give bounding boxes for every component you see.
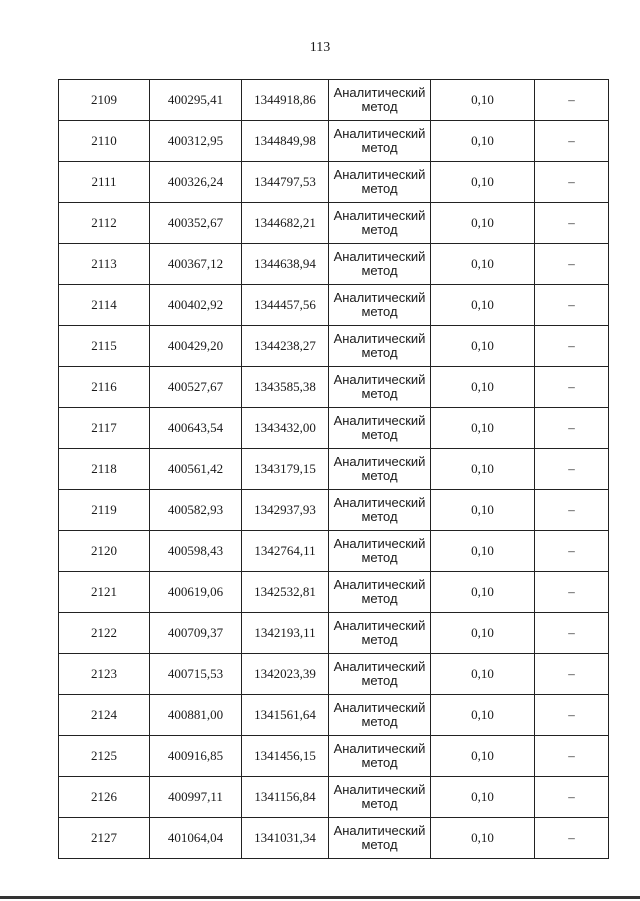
x-coordinate-cell: 400561,42	[150, 449, 242, 490]
table-row	[59, 654, 609, 695]
note-cell: –	[535, 203, 609, 244]
method-line-2: метод	[361, 181, 398, 196]
method-line-2: метод	[361, 427, 398, 442]
point-number-cell: 2124	[59, 695, 150, 736]
y-coordinate-cell: 1343432,00	[242, 408, 329, 449]
page-bottom-rule	[0, 896, 640, 899]
accuracy-cell: 0,10	[431, 818, 535, 859]
table-row	[59, 695, 609, 736]
point-number-cell: 2127	[59, 818, 150, 859]
table-row	[59, 408, 609, 449]
note-cell: –	[535, 80, 609, 121]
method-line-1: Аналитический	[333, 167, 426, 182]
y-coordinate-cell: 1344638,94	[242, 244, 329, 285]
y-coordinate-cell: 1342764,11	[242, 531, 329, 572]
method-line-1: Аналитический	[333, 536, 426, 551]
point-number-cell: 2110	[59, 121, 150, 162]
method-cell	[329, 736, 431, 777]
table-row	[59, 777, 609, 818]
x-coordinate-cell: 400643,54	[150, 408, 242, 449]
method-line-1: Аналитический	[333, 741, 426, 756]
table-row	[59, 572, 609, 613]
coordinates-table-body	[59, 80, 609, 859]
x-coordinate-cell: 400881,00	[150, 695, 242, 736]
method-line-2: метод	[361, 468, 398, 483]
method-line-1: Аналитический	[333, 249, 426, 264]
method-line-2: метод	[361, 304, 398, 319]
table-row	[59, 203, 609, 244]
method-line-2: метод	[361, 345, 398, 360]
method-cell	[329, 449, 431, 490]
method-line-1: Аналитический	[333, 85, 426, 100]
table-row	[59, 490, 609, 531]
method-line-2: метод	[361, 140, 398, 155]
accuracy-cell: 0,10	[431, 572, 535, 613]
point-number-cell: 2126	[59, 777, 150, 818]
y-coordinate-cell: 1341561,64	[242, 695, 329, 736]
method-line-2: метод	[361, 714, 398, 729]
note-cell: –	[535, 613, 609, 654]
x-coordinate-cell: 400582,93	[150, 490, 242, 531]
method-line-2: метод	[361, 673, 398, 688]
method-line-1: Аналитический	[333, 700, 426, 715]
method-line-1: Аналитический	[333, 372, 426, 387]
accuracy-cell: 0,10	[431, 695, 535, 736]
coordinates-table	[58, 79, 609, 859]
accuracy-cell: 0,10	[431, 613, 535, 654]
y-coordinate-cell: 1341156,84	[242, 777, 329, 818]
x-coordinate-cell: 400312,95	[150, 121, 242, 162]
x-coordinate-cell: 401064,04	[150, 818, 242, 859]
table-row	[59, 531, 609, 572]
point-number-cell: 2123	[59, 654, 150, 695]
accuracy-cell: 0,10	[431, 203, 535, 244]
method-line-2: метод	[361, 632, 398, 647]
table-row	[59, 80, 609, 121]
method-line-1: Аналитический	[333, 454, 426, 469]
method-cell	[329, 818, 431, 859]
method-cell	[329, 572, 431, 613]
table-row	[59, 367, 609, 408]
point-number-cell: 2119	[59, 490, 150, 531]
method-line-2: метод	[361, 591, 398, 606]
method-line-1: Аналитический	[333, 290, 426, 305]
y-coordinate-cell: 1344797,53	[242, 162, 329, 203]
y-coordinate-cell: 1343585,38	[242, 367, 329, 408]
accuracy-cell: 0,10	[431, 736, 535, 777]
note-cell: –	[535, 490, 609, 531]
table-row	[59, 121, 609, 162]
method-cell	[329, 326, 431, 367]
y-coordinate-cell: 1342023,39	[242, 654, 329, 695]
page-number: 113	[309, 40, 331, 55]
method-line-1: Аналитический	[333, 495, 426, 510]
point-number-cell: 2120	[59, 531, 150, 572]
table-row	[59, 162, 609, 203]
method-line-2: метод	[361, 550, 398, 565]
method-line-1: Аналитический	[333, 823, 426, 838]
x-coordinate-cell: 400715,53	[150, 654, 242, 695]
x-coordinate-cell: 400367,12	[150, 244, 242, 285]
y-coordinate-cell: 1344238,27	[242, 326, 329, 367]
note-cell: –	[535, 818, 609, 859]
accuracy-cell: 0,10	[431, 408, 535, 449]
table-row	[59, 449, 609, 490]
table-row	[59, 285, 609, 326]
point-number-cell: 2117	[59, 408, 150, 449]
note-cell: –	[535, 572, 609, 613]
y-coordinate-cell: 1342193,11	[242, 613, 329, 654]
method-cell	[329, 613, 431, 654]
y-coordinate-cell: 1344457,56	[242, 285, 329, 326]
y-coordinate-cell: 1344849,98	[242, 121, 329, 162]
x-coordinate-cell: 400916,85	[150, 736, 242, 777]
table-row	[59, 244, 609, 285]
point-number-cell: 2118	[59, 449, 150, 490]
note-cell: –	[535, 285, 609, 326]
y-coordinate-cell: 1344918,86	[242, 80, 329, 121]
note-cell: –	[535, 326, 609, 367]
method-line-1: Аналитический	[333, 659, 426, 674]
y-coordinate-cell: 1342937,93	[242, 490, 329, 531]
note-cell: –	[535, 695, 609, 736]
x-coordinate-cell: 400295,41	[150, 80, 242, 121]
method-line-2: метод	[361, 99, 398, 114]
method-cell	[329, 654, 431, 695]
point-number-cell: 2112	[59, 203, 150, 244]
point-number-cell: 2111	[59, 162, 150, 203]
accuracy-cell: 0,10	[431, 162, 535, 203]
note-cell: –	[535, 244, 609, 285]
point-number-cell: 2122	[59, 613, 150, 654]
method-line-1: Аналитический	[333, 208, 426, 223]
accuracy-cell: 0,10	[431, 490, 535, 531]
note-cell: –	[535, 654, 609, 695]
x-coordinate-cell: 400598,43	[150, 531, 242, 572]
accuracy-cell: 0,10	[431, 449, 535, 490]
method-line-2: метод	[361, 796, 398, 811]
method-cell	[329, 121, 431, 162]
accuracy-cell: 0,10	[431, 121, 535, 162]
method-cell	[329, 695, 431, 736]
note-cell: –	[535, 449, 609, 490]
method-line-2: метод	[361, 263, 398, 278]
method-cell	[329, 203, 431, 244]
method-cell	[329, 244, 431, 285]
method-line-1: Аналитический	[333, 126, 426, 141]
point-number-cell: 2121	[59, 572, 150, 613]
accuracy-cell: 0,10	[431, 531, 535, 572]
point-number-cell: 2109	[59, 80, 150, 121]
point-number-cell: 2113	[59, 244, 150, 285]
table-row	[59, 326, 609, 367]
method-line-2: метод	[361, 837, 398, 852]
note-cell: –	[535, 162, 609, 203]
accuracy-cell: 0,10	[431, 285, 535, 326]
accuracy-cell: 0,10	[431, 654, 535, 695]
method-cell	[329, 531, 431, 572]
note-cell: –	[535, 121, 609, 162]
method-cell	[329, 162, 431, 203]
point-number-cell: 2114	[59, 285, 150, 326]
y-coordinate-cell: 1341031,34	[242, 818, 329, 859]
method-line-2: метод	[361, 386, 398, 401]
method-cell	[329, 285, 431, 326]
point-number-cell: 2116	[59, 367, 150, 408]
point-number-cell: 2125	[59, 736, 150, 777]
y-coordinate-cell: 1342532,81	[242, 572, 329, 613]
method-line-1: Аналитический	[333, 618, 426, 633]
method-cell	[329, 367, 431, 408]
x-coordinate-cell: 400326,24	[150, 162, 242, 203]
note-cell: –	[535, 367, 609, 408]
method-line-1: Аналитический	[333, 413, 426, 428]
x-coordinate-cell: 400709,37	[150, 613, 242, 654]
y-coordinate-cell: 1341456,15	[242, 736, 329, 777]
accuracy-cell: 0,10	[431, 80, 535, 121]
note-cell: –	[535, 736, 609, 777]
x-coordinate-cell: 400352,67	[150, 203, 242, 244]
method-cell	[329, 408, 431, 449]
note-cell: –	[535, 531, 609, 572]
accuracy-cell: 0,10	[431, 326, 535, 367]
method-line-1: Аналитический	[333, 577, 426, 592]
method-line-1: Аналитический	[333, 782, 426, 797]
method-cell	[329, 80, 431, 121]
accuracy-cell: 0,10	[431, 367, 535, 408]
table-row	[59, 818, 609, 859]
x-coordinate-cell: 400997,11	[150, 777, 242, 818]
accuracy-cell: 0,10	[431, 777, 535, 818]
y-coordinate-cell: 1344682,21	[242, 203, 329, 244]
method-line-2: метод	[361, 509, 398, 524]
x-coordinate-cell: 400527,67	[150, 367, 242, 408]
note-cell: –	[535, 777, 609, 818]
x-coordinate-cell: 400402,92	[150, 285, 242, 326]
method-line-2: метод	[361, 755, 398, 770]
table-row	[59, 613, 609, 654]
point-number-cell: 2115	[59, 326, 150, 367]
accuracy-cell: 0,10	[431, 244, 535, 285]
table-row	[59, 736, 609, 777]
x-coordinate-cell: 400619,06	[150, 572, 242, 613]
x-coordinate-cell: 400429,20	[150, 326, 242, 367]
note-cell: –	[535, 408, 609, 449]
method-line-2: метод	[361, 222, 398, 237]
method-cell	[329, 777, 431, 818]
y-coordinate-cell: 1343179,15	[242, 449, 329, 490]
method-line-1: Аналитический	[333, 331, 426, 346]
method-cell	[329, 490, 431, 531]
